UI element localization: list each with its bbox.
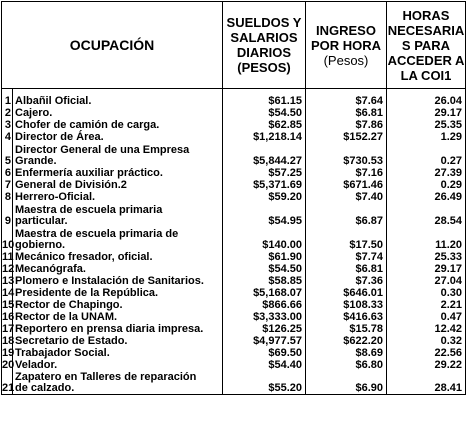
salary-value: $54.50	[223, 263, 306, 275]
wage-table-document	[1, 1, 465, 419]
row-number: 20	[2, 358, 15, 371]
salary-value: $55.20	[223, 371, 306, 395]
table-row	[2, 167, 466, 179]
row-number: 15	[2, 298, 15, 311]
row-number: 2	[2, 107, 13, 119]
occupation-cell	[13, 275, 223, 287]
salary-value: $61.90	[223, 251, 306, 263]
table-row	[2, 299, 466, 311]
table-row	[2, 311, 466, 323]
occupation-text: Cajero.	[15, 106, 53, 119]
header-ocupacion-text: OCUPACIÓN	[69, 37, 155, 53]
table-row	[2, 191, 466, 203]
hourly-income-value: $7.16	[306, 167, 387, 179]
occupation-cell	[13, 323, 223, 335]
occupation-text: Zapatero en Talleres de reparación	[15, 371, 197, 383]
hours-required-value: 26.49	[387, 191, 466, 203]
header-horas-line: S PARA	[401, 37, 451, 53]
table-row	[2, 95, 466, 107]
hourly-income-value: $622.20	[306, 335, 387, 347]
occupation-text: General de División.2	[15, 178, 127, 191]
hours-required-value: 28.41	[387, 371, 466, 395]
occupation-text: Velador.	[15, 358, 58, 371]
salary-value: $4,977.57	[223, 335, 306, 347]
hours-required-value: 26.04	[387, 95, 466, 107]
salary-value: $3,333.00	[223, 311, 306, 323]
occupation-text: de calzado.	[15, 382, 75, 394]
occupation-text: Chofer de camión de carga.	[15, 118, 160, 131]
hours-required-value: 2.21	[387, 299, 466, 311]
table-body	[2, 89, 466, 395]
table-row	[2, 371, 466, 395]
row-number: 10	[2, 227, 13, 251]
hours-required-value: 0.47	[387, 311, 466, 323]
salary-value: $1,218.14	[223, 131, 306, 143]
row-number: 4	[2, 131, 13, 143]
table-row	[2, 323, 466, 335]
table-row	[2, 179, 466, 191]
salary-value: $58.85	[223, 275, 306, 287]
salary-value: $5,168.07	[223, 287, 306, 299]
hours-required-value: 12.42	[387, 323, 466, 335]
salary-value: $54.50	[223, 107, 306, 119]
occupation-cell	[13, 311, 223, 323]
wage-table	[1, 1, 466, 395]
hourly-income-value: $108.33	[306, 299, 387, 311]
row-number: 11	[2, 250, 14, 263]
salary-value: $5,371.69	[223, 179, 306, 191]
occupation-cell	[13, 299, 223, 311]
occupation-text: Reportero en prensa diaria impresa.	[15, 322, 204, 335]
hours-required-value: 22.56	[387, 347, 466, 359]
hours-required-value: 29.17	[387, 263, 466, 275]
header-ingreso	[306, 2, 387, 89]
header-sueldos-line: SALARIOS	[230, 30, 298, 45]
salary-value: $866.66	[223, 299, 306, 311]
occupation-cell	[13, 143, 223, 167]
hourly-income-value: $17.50	[306, 227, 387, 251]
header-sueldos	[223, 2, 306, 89]
hourly-income-value: $730.53	[306, 143, 387, 167]
salary-value: $5,844.27	[223, 143, 306, 167]
salary-value: $140.00	[223, 227, 306, 251]
header-row	[2, 2, 466, 89]
hours-required-value: 0.32	[387, 335, 466, 347]
table-row	[2, 251, 466, 263]
occupation-text: Secretario de Estado.	[15, 334, 128, 347]
table-row	[2, 143, 466, 167]
header-horas-line: NECESARIA	[387, 22, 465, 38]
hours-required-value: 25.35	[387, 119, 466, 131]
header-ocupacion	[2, 2, 223, 89]
occupation-text: Plomero e Instalación de Sanitarios.	[15, 274, 204, 287]
occupation-text: Enfermería auxiliar práctico.	[15, 166, 163, 179]
salary-value: $54.95	[223, 203, 306, 227]
hourly-income-value: $7.36	[306, 275, 387, 287]
row-number: 3	[2, 119, 13, 131]
table-row	[2, 347, 466, 359]
table-row	[2, 203, 466, 227]
hourly-income-value: $152.27	[306, 131, 387, 143]
occupation-text: Director General de una Empresa	[15, 143, 190, 156]
occupation-text: particular.	[15, 214, 68, 227]
hourly-income-value: $7.40	[306, 191, 387, 203]
salary-value: $59.20	[223, 191, 306, 203]
occupation-cell	[13, 263, 223, 275]
header-horas-line: ACCEDER A	[387, 52, 465, 68]
salary-value: $57.25	[223, 167, 306, 179]
hourly-income-value: $646.01	[306, 287, 387, 299]
hourly-income-value: $7.74	[306, 251, 387, 263]
table-row	[2, 119, 466, 131]
hours-required-value: 27.04	[387, 275, 466, 287]
occupation-text: Presidente de la República.	[15, 286, 159, 299]
header-ingreso-line: (Pesos)	[323, 52, 369, 68]
header-sueldos-line: (PESOS)	[237, 60, 291, 75]
hourly-income-value: $15.78	[306, 323, 387, 335]
row-number: 6	[2, 167, 13, 179]
hourly-income-value: $416.63	[306, 311, 387, 323]
row-number: 19	[2, 346, 15, 359]
row-number: 16	[2, 310, 15, 323]
row-number: 1	[2, 95, 13, 107]
hours-required-value: 29.22	[387, 359, 466, 371]
hours-required-value: 1.29	[387, 131, 466, 143]
row-number: 17	[2, 322, 15, 335]
occupation-text: Rector de la UNAM.	[15, 310, 118, 323]
occupation-cell	[13, 95, 223, 107]
salary-value: $61.15	[223, 95, 306, 107]
header-ingreso-line: INGRESO	[316, 22, 376, 38]
salary-value: $69.50	[223, 347, 306, 359]
table-row	[2, 287, 466, 299]
row-number: 12	[2, 262, 15, 275]
occupation-cell	[13, 371, 223, 395]
occupation-text: Maestra de escuela primaria de	[15, 227, 179, 240]
hours-required-value: 11.20	[387, 227, 466, 251]
row-number: 21	[2, 371, 13, 395]
occupation-text: gobierno.	[15, 238, 66, 251]
salary-value: $126.25	[223, 323, 306, 335]
table-row	[2, 263, 466, 275]
hourly-income-value: $7.64	[306, 95, 387, 107]
header-ingreso-line: POR HORA	[310, 37, 382, 53]
salary-value: $54.40	[223, 359, 306, 371]
row-number: 9	[2, 203, 13, 227]
table-row	[2, 107, 466, 119]
hours-required-value: 25.33	[387, 251, 466, 263]
occupation-cell	[13, 347, 223, 359]
hours-required-value: 27.39	[387, 167, 466, 179]
occupation-cell	[13, 359, 223, 371]
table-row	[2, 131, 466, 143]
occupation-cell	[13, 191, 223, 203]
occupation-text: Trabajador Social.	[15, 346, 110, 359]
hourly-income-value: $671.46	[306, 179, 387, 191]
header-sueldos-line: SUELDOS Y	[226, 15, 302, 30]
hourly-income-value: $6.81	[306, 107, 387, 119]
table-row	[2, 335, 466, 347]
row-number: 13	[2, 274, 15, 287]
row-number: 7	[2, 179, 13, 191]
table-row	[2, 227, 466, 251]
header-horas-line: HORAS	[402, 7, 450, 23]
row-number: 8	[2, 191, 13, 203]
occupation-cell	[13, 119, 223, 131]
hours-required-value: 0.27	[387, 143, 466, 167]
occupation-cell	[13, 227, 223, 251]
occupation-text: Herrero-Oficial.	[15, 190, 96, 203]
table-row	[2, 359, 466, 371]
hourly-income-value: $6.80	[306, 359, 387, 371]
hours-required-value: 29.17	[387, 107, 466, 119]
occupation-text: Mecanógrafa.	[15, 262, 86, 275]
hourly-income-value: $6.81	[306, 263, 387, 275]
salary-value: $62.85	[223, 119, 306, 131]
hourly-income-value: $7.86	[306, 119, 387, 131]
header-horas-line: LA COI1	[400, 67, 452, 83]
hours-required-value: 28.54	[387, 203, 466, 227]
row-number: 14	[2, 286, 15, 299]
hourly-income-value: $6.90	[306, 371, 387, 395]
table-row	[2, 275, 466, 287]
occupation-cell	[13, 107, 223, 119]
row-number: 18	[2, 334, 15, 347]
hours-required-value: 0.29	[387, 179, 466, 191]
hourly-income-value: $6.87	[306, 203, 387, 227]
occupation-cell	[13, 203, 223, 227]
occupation-text: Grande.	[15, 154, 57, 167]
occupation-text: Mecánico fresador, oficial.	[15, 250, 153, 263]
occupation-cell	[13, 131, 223, 143]
occupation-cell	[13, 251, 223, 263]
occupation-text: Albañil Oficial.	[15, 94, 92, 107]
hours-required-value: 0.30	[387, 287, 466, 299]
occupation-text: Director de Área.	[15, 130, 104, 143]
occupation-text: Maestra de escuela primaria	[15, 203, 163, 216]
occupation-cell	[13, 179, 223, 191]
occupation-cell	[13, 287, 223, 299]
occupation-cell	[13, 167, 223, 179]
hourly-income-value: $8.69	[306, 347, 387, 359]
occupation-text: Rector de Chapingo.	[15, 298, 123, 311]
row-number: 5	[2, 143, 13, 167]
header-horas	[387, 2, 466, 89]
occupation-cell	[13, 335, 223, 347]
header-sueldos-line: DIARIOS	[236, 45, 292, 60]
